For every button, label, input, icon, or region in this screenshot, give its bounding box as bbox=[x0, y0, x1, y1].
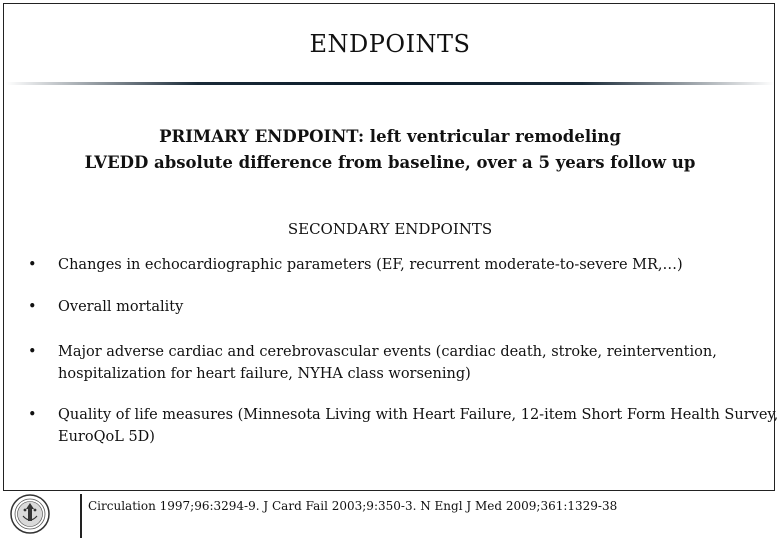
list-item: • Quality of life measures (Minnesota Living with Heart Failure, 12-item Short Form Health Survey, EuroQoL 5D) bbox=[28, 404, 780, 448]
footer bbox=[0, 490, 780, 540]
list-item: • Overall mortality bbox=[28, 296, 780, 318]
primary-endpoint-line-1: PRIMARY ENDPOINT: left ventricular remodeling bbox=[159, 127, 621, 146]
list-item: • Changes in echocardiographic parameters (EF, recurrent moderate-to-severe MR,…) bbox=[28, 254, 780, 276]
footer-divider bbox=[80, 494, 82, 538]
university-seal-icon bbox=[10, 494, 50, 534]
primary-endpoint bbox=[0, 124, 780, 176]
citation: Circulation 1997;96:3294-9. J Card Fail 2003;9:350-3. N Engl J Med 2009;361:1329-38 bbox=[88, 499, 618, 513]
secondary-endpoints-heading: SECONDARY ENDPOINTS bbox=[287, 220, 493, 238]
list-item: • Major adverse cardiac and cerebrovascular events (cardiac death, stroke, reintervention, hospitalization for heart failure, NYHA class worsening) bbox=[28, 341, 780, 385]
title-divider bbox=[6, 82, 774, 85]
primary-endpoint-line-2: LVEDD absolute difference from baseline, over a 5 years follow up bbox=[84, 153, 696, 172]
slide-title: ENDPOINTS bbox=[309, 30, 471, 58]
